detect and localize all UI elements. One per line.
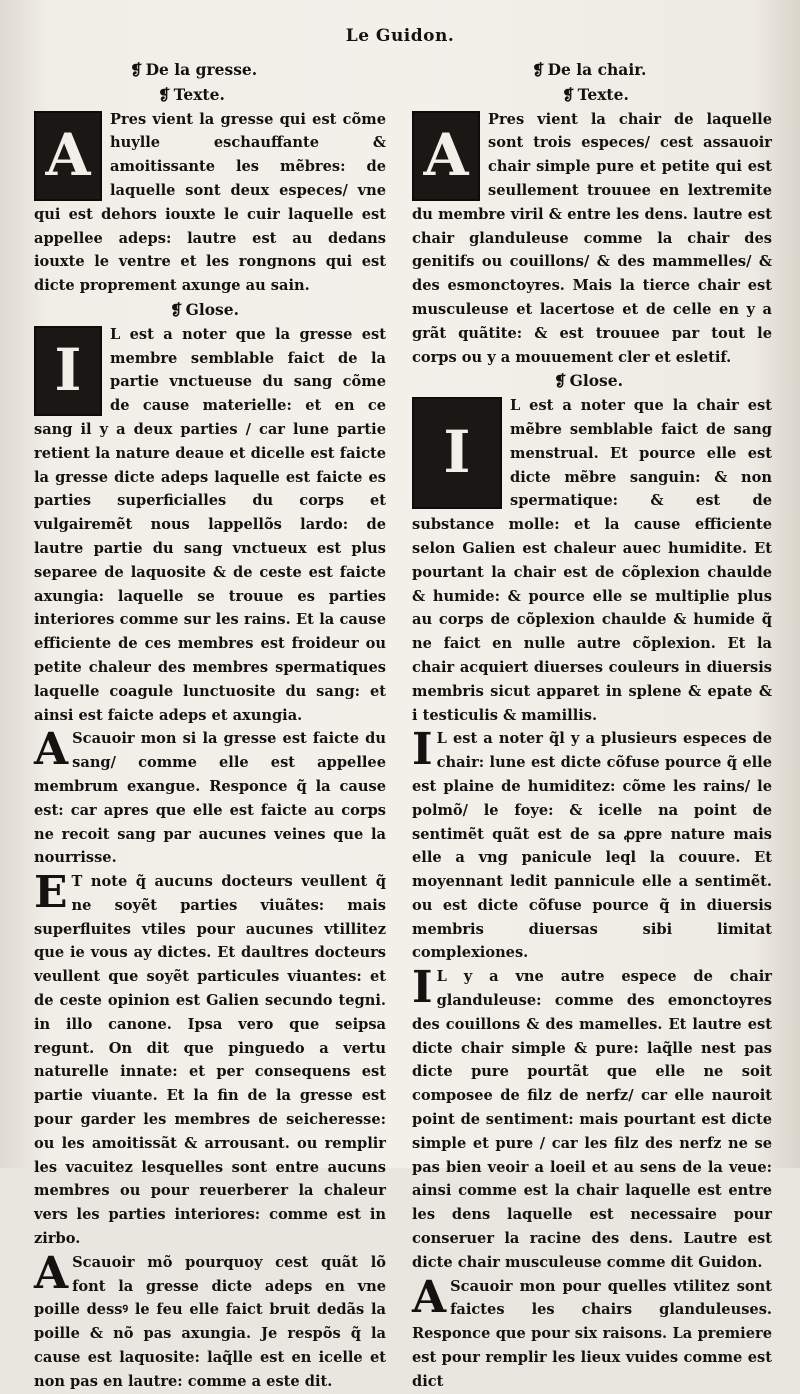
pilcrow-icon: ❡	[562, 85, 575, 104]
decorated-initial-i: I	[412, 397, 502, 509]
paragraph-chair-glanduleuse: I L y a vne autre espece de chair glanduleuse: comme des emonctoyres des couillons & des mamelles. Et lautre est dicte chair simple & pure: laq̃lle nest pas dicte pure pourtãt que elle ne soit composee de filz de nerfz/ car elle nauroit point de sentiment: mais pourtant est dicte simple et pure / car les filz des nerfz ne se pas bien veoir a loeil et au sens de la veue: ainsi comme est la chair laquelle est entre les dens laquelle est necessaire pour conseruer la racine des dens. Lautre est dicte chair musculeuse comme dit Guidon.	[412, 962, 772, 1271]
left-column	[34, 58, 386, 1390]
texte-paragraph: A Pres vient la gresse qui est cõme huylle eschauffante & amoitissante les mẽbres: de laquelle sont deux especes/ vne qui est dehors iouxte le cuir laquelle est appellee adeps: lautre est au dedans iouxte le ventre et les rongnons qui est dicte proprement axunge au sain.	[34, 110, 386, 295]
paragraph-plusieurs-especes: I L est a noter q̃l y a plusieurs especes de chair: lune est dicte cõfuse pource q̃ elle est plaine de humiditez: cõme les rains/ le polmõ/ le foye: & icelle na point de sentimẽt quãt est de sa ꝓpre nature mais elle a vng panicule leql la couure. Et moyennant ledit pannicule elle a sentimẽt. ou est dicte cõfuse pource q̃ in diuersis membris diuersas sibi limitat complexiones.	[412, 724, 772, 962]
paragraph-scauoir-mon: A Scauoir mon si la gresse est faicte du sang/ comme elle est appellee membrum exangue. Responce q̃ la cause est: car apres que elle est faicte au corps ne recoit sang par aucunes veines que la nourrisse.	[34, 724, 386, 867]
right-column	[412, 58, 772, 1390]
rubric-de-la-gresse: ❡ De la gresse.	[130, 60, 258, 79]
large-initial: I	[412, 962, 433, 1014]
pilcrow-icon: ❡	[158, 85, 171, 104]
pilcrow-icon: ❡	[532, 61, 545, 79]
rubric-texte: ❡ Texte.	[562, 84, 629, 104]
decorated-initial-i: I	[34, 326, 102, 416]
decorated-initial-a: A	[412, 111, 480, 201]
large-initial: A	[34, 724, 69, 776]
pilcrow-icon: ❡	[170, 300, 183, 319]
glose-paragraph: I L est a noter que la chair est mẽbre semblable faict de sang menstrual. Et pource elle est dicte mẽbre sanguin: & non spermatique: & est de substance molle: et la cause efficiente selon Galien est chaleur auec humidite. Et pourtant la chair est de cõplexion chaulde & humide: & pource elle se multiplie plus au corps de cõplexion chaulde & humide q̃ ne faict en nulle autre cõplexion. Et la chair acquiert diuerses couleurs in diuersis membris sicut apparet in splene & epate & i testiculis & mamillis.	[412, 397, 772, 724]
rubric-texte: ❡ Texte.	[158, 84, 225, 104]
paragraph-scauoir-pourquoy: A Scauoir mõ pourquoy cest quãt lõ font la gresse dicte adeps en vne poille dessꝰ le feu elle faict bruit dedãs la poille & nõ pas axungia. Je respõs q̃ la cause est laquosite: laq̃lle est en icelle et non pas en lautre: comme a este dit.	[34, 1247, 386, 1390]
pilcrow-icon: ❡	[130, 61, 143, 79]
decorated-initial-a: A	[34, 111, 102, 201]
texte-paragraph: A Pres vient la chair de laquelle sont trois especes/ cest assauoir chair simple pure et petite qui est seullement trouuee en lextremite du membre viril & entre les dens. lautre est chair glanduleuse comme la chair des genitifs ou couillons/ & des mammelles/ & des esmonctoyres. Mais la tierce chair est musculeuse et lacertose et de celle en y a grãt quãtite: & est trouuee par tout le corps ou y a mouuement cler et esletif.	[412, 110, 772, 366]
large-initial: E	[34, 867, 68, 919]
pilcrow-icon: ❡	[554, 372, 567, 391]
paragraph-et-note: E T note q̃ aucuns docteurs veullent q̃ ne soyẽt parties viuãtes: mais superfluites vtiles pour aucunes vtillitez que ie vous ay dictes. Et daultres docteurs veullent que soyẽt particules viuantes: et de ceste opinion est Galien secundo tegni. in illo canone. Ipsa vero que seipsa regunt. On dit que pinguedo a vertu naturelle innate: et per consequens est partie viuante. Et la fin de la gresse est pour garder les membres de seicheresse: ou les amoitissãt & arrousant. ou remplir les vacuitez lesquelles sont entre aucuns membres ou pour reuerberer la chaleur vers les parties interiores: comme est in zirbo.	[34, 867, 386, 1248]
large-initial: I	[412, 724, 433, 776]
rubric-de-la-chair: ❡ De la chair.	[532, 60, 647, 79]
paragraph-scauoir-utilitez: A Scauoir mon pour quelles vtilitez sont faictes les chairs glanduleuses. Responce que pour six raisons. La premiere est pour remplir les lieux vuides comme est dict	[412, 1271, 772, 1390]
running-head: Le Guidon.	[345, 26, 455, 46]
rubric-glose: ❡ Glose.	[170, 299, 240, 319]
glose-paragraph: I L est a noter que la gresse est membre semblable faict de la partie vnctueuse du sang cõme de cause materielle: et en ce sang il y a deux parties / car lune partie retient la nature deaue et dicelle est faicte la gresse dicte adeps laquelle est faicte es parties superficialles du corps et vulgairemẽt nous lappellõs lardo: de lautre partie du sang vnctueux est plus separee de laquosite & de ceste est faicte axungia: laquelle se trouue es parties interiores comme sur les rains. Et la cause efficiente de ces membres est froideur ou petite chaleur des membres spermatiques laquelle coagule lunctuosite du sang: et ainsi est faicte adeps et axungia.	[34, 325, 386, 724]
large-initial: A	[34, 1247, 69, 1299]
rubric-glose: ❡ Glose.	[554, 371, 624, 391]
large-initial: A	[412, 1271, 447, 1323]
